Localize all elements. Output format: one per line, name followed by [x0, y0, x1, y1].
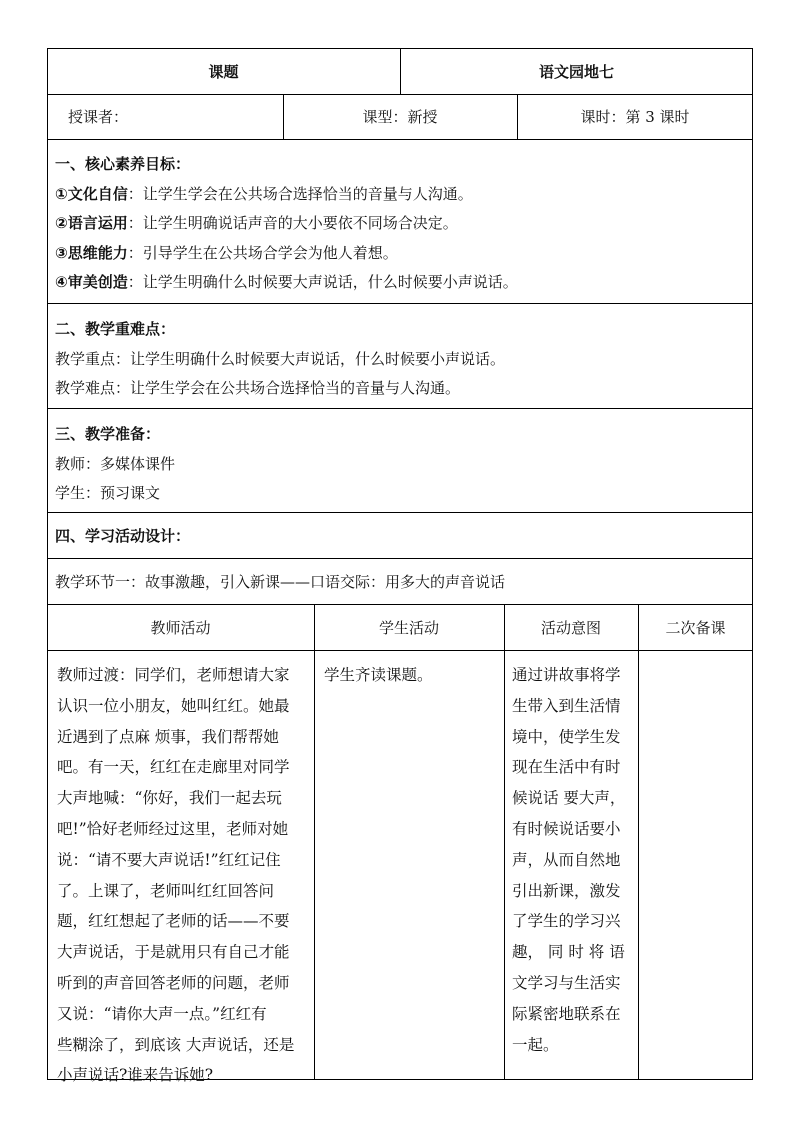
topic-value: 语文园地七	[538, 63, 614, 81]
segment-title: 教学环节一：故事激趣，引入新课——口语交际：用多大的声音说话	[55, 573, 506, 591]
goal-item: ④审美创造：让学生明确什么时候要大声说话，什么时候要小声说话。	[55, 273, 518, 291]
goals-title: 一、核心素养目标：	[55, 155, 191, 173]
teacher-activity: 教师过渡：同学们，老师想请大家 认识一位小朋友，她叫红红。她最 近遇到了点麻 烦事，我们帮帮她 吧。有一天，红红在走廊里对同学 大声地喊：“你好，我们一起去玩 吧!”恰好老师经过这里，老师对她 说：“请不要大声说话!”红红记住 了。上课了，老师叫红红回答问 题，红红想起了老师的话——不要 大声说话，于是就用只有自己才能 听到的声音回答老师的问题，老师 又说：“请你大声一点。”红红有 些糊涂了，到底该 大声说话，还是 小声说话?谁来告诉她?	[57, 666, 295, 1085]
activity-design-title: 四、学习活动设计：	[55, 527, 191, 545]
preparation-line: 学生：预习课文	[55, 484, 161, 502]
divider	[504, 604, 505, 1080]
column-header: 活动意图	[540, 619, 601, 637]
preparation-line: 教师：多媒体课件	[55, 454, 176, 473]
period: 课时：第 3 课时	[580, 108, 690, 126]
column-header: 学生活动	[378, 619, 439, 637]
teacher-field: 授课者：	[68, 108, 129, 126]
goal-item: ②语言运用：让学生明确说话声音的大小要依不同场合决定。	[55, 214, 458, 232]
student-activity: 学生齐读课题。	[324, 666, 433, 684]
lesson-type: 课型：新授	[362, 108, 438, 126]
divider	[638, 604, 639, 1080]
divider	[47, 558, 753, 559]
column-header: 二次备课	[665, 619, 726, 637]
divider	[47, 650, 753, 651]
key-points-section	[55, 315, 505, 404]
divider	[47, 408, 753, 409]
column-header: 教师活动	[150, 619, 211, 637]
divider	[47, 604, 753, 605]
divider	[47, 139, 753, 140]
key-point-line: 教学难点：让学生学会在公共场合选择恰当的音量与人沟通。	[55, 379, 461, 397]
divider	[47, 512, 753, 513]
topic-label: 课题	[208, 63, 239, 81]
divider	[47, 303, 753, 304]
divider	[314, 604, 315, 1080]
divider	[47, 94, 753, 95]
goal-item: ①文化自信：让学生学会在公共场合选择恰当的音量与人沟通。	[55, 184, 473, 203]
goals-section	[55, 150, 518, 298]
activity-intent: 通过讲故事将学 生带入到生活情 境中，使学生发 现在生活中有时 候说话 要大声， 有时候说话要小 声，从而自然地 引出新课，激发 了学生的学习兴 趣， 同 时 将 语 文学习与生活实 际紧密地联系在 一起。	[512, 666, 626, 1054]
key-points-title: 二、教学重难点：	[55, 320, 176, 338]
preparation-section	[55, 420, 175, 509]
goal-item: ③思维能力：引导学生在公共场合学会为他人着想。	[55, 243, 398, 262]
key-point-line: 教学重点：让学生明确什么时候要大声说话，什么时候要小声说话。	[55, 349, 506, 368]
preparation-title: 三、教学准备：	[55, 425, 161, 443]
